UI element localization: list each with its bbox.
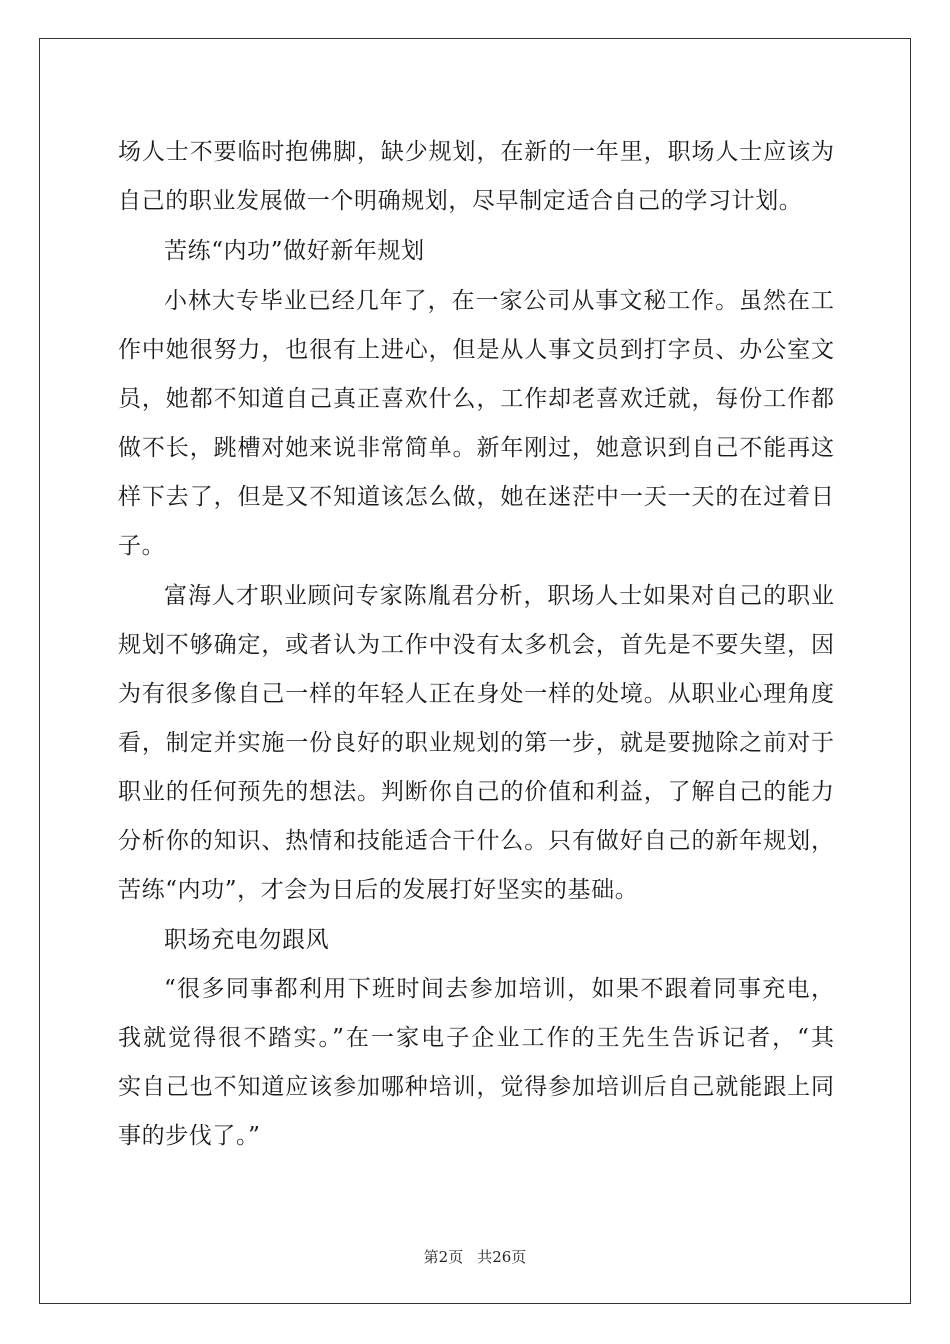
paragraph-line: 样下去了，但是又不知道该怎么做，她在迷茫中一天一天的在过着日 xyxy=(118,484,834,510)
paragraph-line: 事的步伐了。” xyxy=(118,1123,261,1149)
paragraph-line: 富海人才职业顾问专家陈胤君分析，职场人士如果对自己的职业 xyxy=(164,583,834,609)
paragraph-line: 实自己也不知道应该参加哪种培训，觉得参加培训后自己就能跟上同 xyxy=(118,1074,834,1100)
paragraph-line: 子。 xyxy=(118,533,166,559)
section-heading: 苦练“内功”做好新年规划 xyxy=(164,238,425,264)
paragraph-line: 作中她很努力，也很有上进心，但是从人事文员到打字员、办公室文 xyxy=(118,337,834,363)
paragraph-line: 做不长，跳槽对她来说非常简单。新年刚过，她意识到自己不能再这 xyxy=(118,435,834,461)
paragraph-line: 看，制定并实施一份良好的职业规划的第一步，就是要抛除之前对于 xyxy=(118,730,834,756)
paragraph-line: 小林大专毕业已经几年了，在一家公司从事文秘工作。虽然在工 xyxy=(164,288,834,314)
section-heading: 职场充电勿跟风 xyxy=(164,927,330,953)
paragraph-line: 员，她都不知道自己真正喜欢什么，工作却老喜欢迁就，每份工作都 xyxy=(118,386,834,412)
page-footer xyxy=(0,1248,950,1266)
paragraph-line: “很多同事都利用下班时间去参加培训，如果不跟着同事充电， xyxy=(164,976,834,1002)
page-number: 第2页 xyxy=(423,1248,464,1266)
paragraph-line: 规划不够确定，或者认为工作中没有太多机会，首先是不要失望，因 xyxy=(118,632,834,658)
paragraph-line: 苦练“内功”，才会为日后的发展打好坚实的基础。 xyxy=(118,877,639,903)
page-border xyxy=(39,38,911,1304)
paragraph-line: 我就觉得很不踏实。”在一家电子企业工作的王先生告诉记者，“其 xyxy=(118,1025,834,1051)
page-total: 共26页 xyxy=(477,1248,527,1266)
paragraph-line: 为有很多像自己一样的年轻人正在身处一样的处境。从职业心理角度 xyxy=(118,681,834,707)
paragraph-line: 分析你的知识、热情和技能适合干什么。只有做好自己的新年规划， xyxy=(118,828,834,854)
paragraph-line: 职业的任何预先的想法。判断你自己的价值和利益，了解自己的能力 xyxy=(118,779,834,805)
paragraph-line: 自己的职业发展做一个明确规划，尽早制定适合自己的学习计划。 xyxy=(118,188,803,214)
paragraph-line: 场人士不要临时抱佛脚，缺少规划，在新的一年里，职场人士应该为 xyxy=(118,139,834,165)
